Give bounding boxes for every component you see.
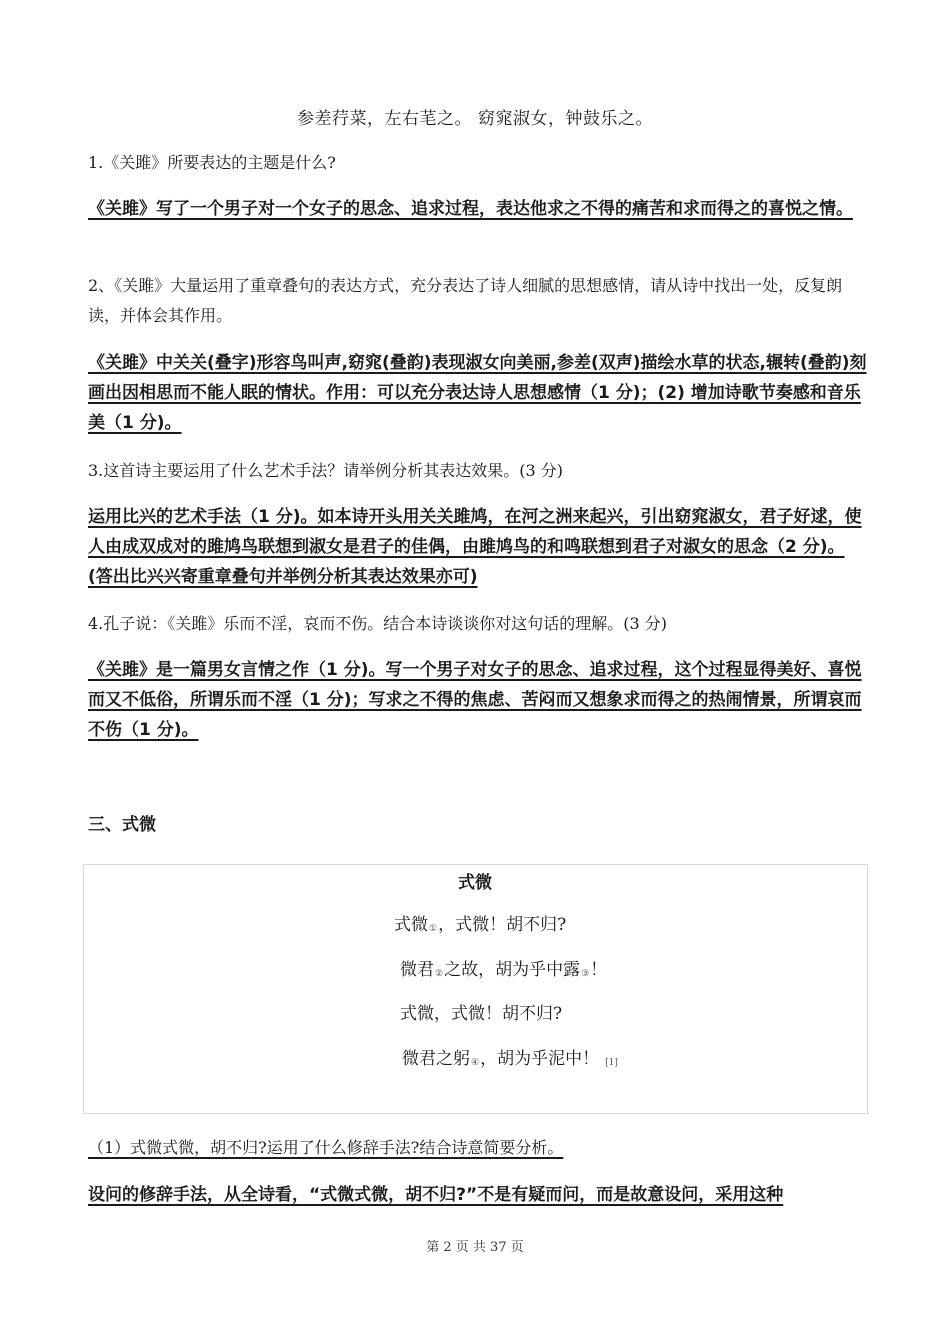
- sub-question-1: [88, 1133, 868, 1163]
- sub-answer-1-text: 设问的修辞手法，从全诗看，“式微式微，胡不归?”不是有疑而问，而是故意设问，采用这种: [88, 1185, 784, 1205]
- footnote-1: ①: [429, 924, 438, 934]
- page-footer: 第 2 页 共 37 页: [426, 1240, 524, 1255]
- sub-answer-1: [88, 1180, 868, 1210]
- poem-line-4: [402, 1044, 619, 1069]
- poem-line-2a: 微君: [400, 960, 434, 980]
- question-1: 1.《关雎》所要表达的主题是什么?: [88, 153, 336, 172]
- poem-line-3: 式微，式微！胡不归?: [400, 1004, 563, 1024]
- poem-box: [83, 864, 868, 1114]
- sub-question-1-text: （1）式微式微，胡不归?运用了什么修辞手法?结合诗意简要分析。: [88, 1138, 564, 1157]
- footnote-4: ④: [471, 1058, 480, 1068]
- poem-line-4b: ，胡为乎泥中！: [480, 1049, 600, 1069]
- answer-2-text: 《关雎》中关关(叠字)形容鸟叫声,窈窕(叠韵)表现淑女向美丽,参差(双声)描绘水草的状态,辗转(叠韵)刻画出因相思而不能人眠的情状。作用：可以充分表达诗人思想感情（1 分)；(2) 增加诗歌节奏感和音乐美（1 分)。: [88, 353, 867, 433]
- poem-line-4a: 微君之躬: [402, 1049, 470, 1069]
- answer-4-text: 《关雎》是一篇男女言情之作（1 分)。写一个男子对女子的思念、追求过程，这个过程显得美好、喜悦而又不低俗，所谓乐而不淫（1 分)；写求之不得的焦虑、苦闷而又想象求而得之的热闹情景，所谓哀而不伤（1 分)。: [88, 660, 862, 740]
- question-4: 4.孔子说：《关雎》乐而不淫，哀而不伤。结合本诗谈谈你对这句话的理解。(3 分): [88, 614, 668, 633]
- answer-2: [88, 348, 868, 438]
- answer-1-text: 《关雎》写了一个男子对一个女子的思念、追求过程，表达他求之不得的痛苦和求而得之的喜悦之情。: [88, 199, 853, 219]
- reference-mark: [1]: [605, 1058, 618, 1068]
- section-heading: 三、式微: [88, 815, 156, 835]
- answer-3-text: 运用比兴的艺术手法（1 分)。如本诗开头用关关雎鸠，在河之洲来起兴，引出窈窕淑女，君子好逑，使人由成双成对的雎鸠鸟联想到淑女是君子的佳偶，由雎鸠鸟的和鸣联想到君子对淑女的思念（2 分)。(答出比兴兴寄重章叠句并举例分析其表达效果亦可): [88, 507, 862, 587]
- poem-top-line: 参差荇菜，左右芼之。 窈窕淑女，钟鼓乐之。: [297, 109, 653, 129]
- poem-line-2b: 之故，胡为乎中露: [444, 960, 581, 980]
- poem-line-1a: 式微: [394, 915, 428, 935]
- poem-line-2c: ！: [590, 960, 608, 980]
- answer-1: [88, 194, 868, 224]
- poem-line-1: [394, 910, 566, 935]
- question-2: 2、《关雎》大量运用了重章叠句的表达方式，充分表达了诗人细腻的思想感情，请从诗中找出一处，反复朗读，并体会其作用。: [88, 276, 843, 325]
- question-3: 3.这首诗主要运用了什么艺术手法？请举例分析其表达效果。(3 分): [88, 461, 564, 480]
- footnote-3: ③: [581, 969, 590, 979]
- poem-title: 式微: [458, 873, 492, 893]
- footnote-2: ②: [435, 969, 444, 979]
- poem-line-2: [400, 955, 607, 980]
- answer-3: [88, 502, 868, 592]
- answer-4: [88, 655, 868, 745]
- poem-line-1b: ，式微！胡不归?: [438, 915, 567, 935]
